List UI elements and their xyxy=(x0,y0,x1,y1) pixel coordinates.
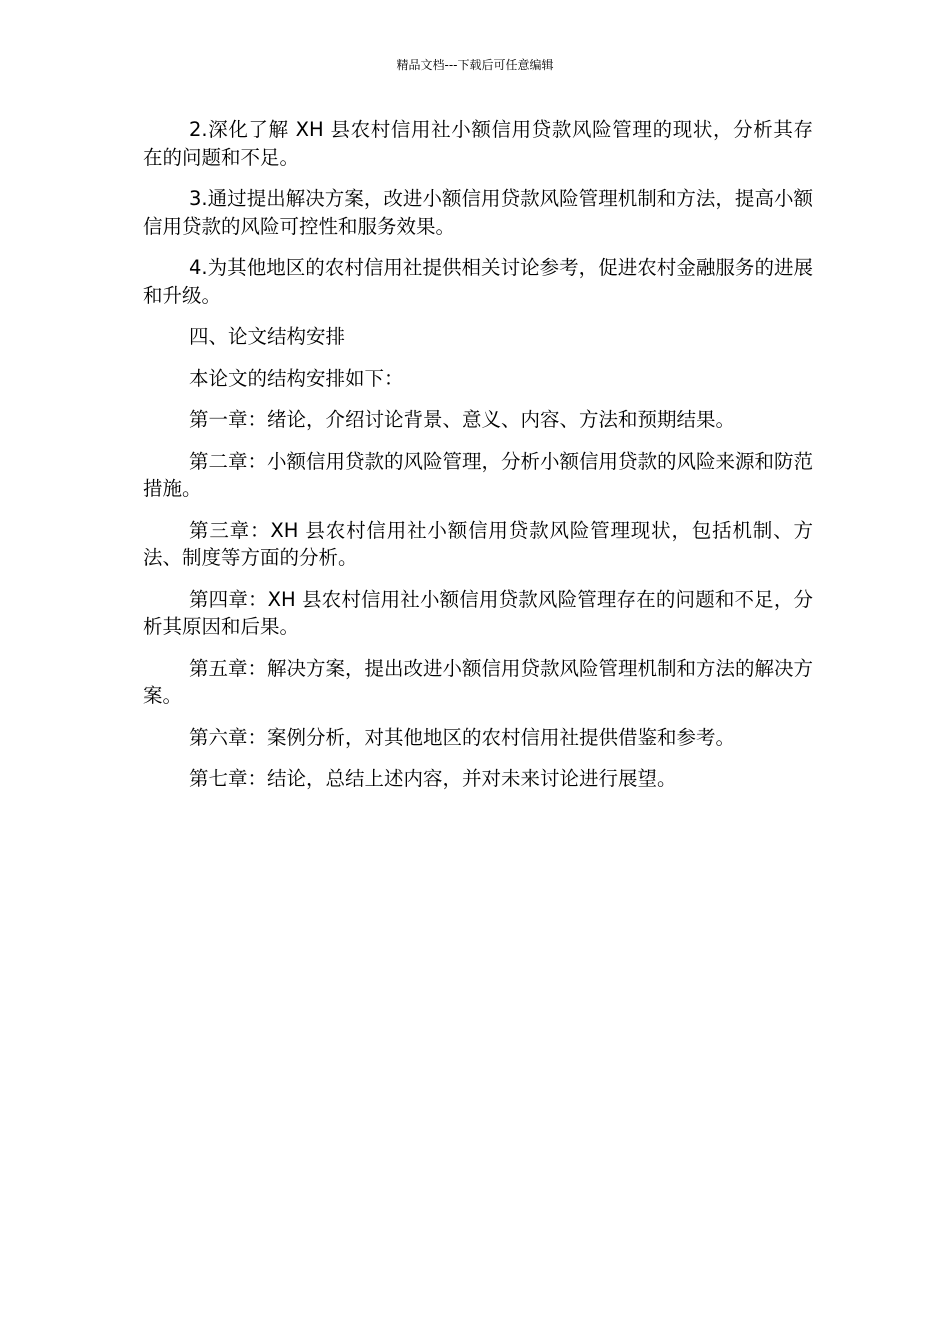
paragraph-chapter-4: 第四章：XH 县农村信用社小额信用贷款风险管理存在的问题和不足，分析其原因和后果。 xyxy=(143,587,813,638)
document-body xyxy=(143,116,813,807)
paragraph-objective-4: 4.为其他地区的农村信用社提供相关讨论参考，促进农村金融服务的进展和升级。 xyxy=(143,256,813,307)
paragraph-chapter-6: 第六章：案例分析，对其他地区的农村信用社提供借鉴和参考。 xyxy=(189,725,736,749)
section-heading-structure: 四、论文结构安排 xyxy=(189,325,346,348)
page-header: 精品文档---下载后可任意编辑 xyxy=(396,58,554,72)
paragraph-chapter-7: 第七章：结论，总结上述内容，并对未来讨论进行展望。 xyxy=(189,767,677,790)
paragraph-chapter-2: 第二章：小额信用贷款的风险管理，分析小额信用贷款的风险来源和防范措施。 xyxy=(143,449,814,500)
paragraph-chapter-3: 第三章：XH 县农村信用社小额信用贷款风险管理现状，包括机制、方法、制度等方面的分析。 xyxy=(143,518,813,569)
paragraph-chapter-5: 第五章：解决方案，提出改进小额信用贷款风险管理机制和方法的解决方案。 xyxy=(143,656,814,707)
paragraph-objective-3: 3.通过提出解决方案，改进小额信用贷款风险管理机制和方法，提高小额信用贷款的风险可控性和服务效果。 xyxy=(143,187,813,238)
paragraph-objective-2: 2.深化了解 XH 县农村信用社小额信用贷款风险管理的现状，分析其存在的问题和不足。 xyxy=(143,118,813,169)
paragraph-chapter-1: 第一章：绪论，介绍讨论背景、意义、内容、方法和预期结果。 xyxy=(189,408,736,431)
paragraph-structure-intro: 本论文的结构安排如下： xyxy=(189,366,404,390)
